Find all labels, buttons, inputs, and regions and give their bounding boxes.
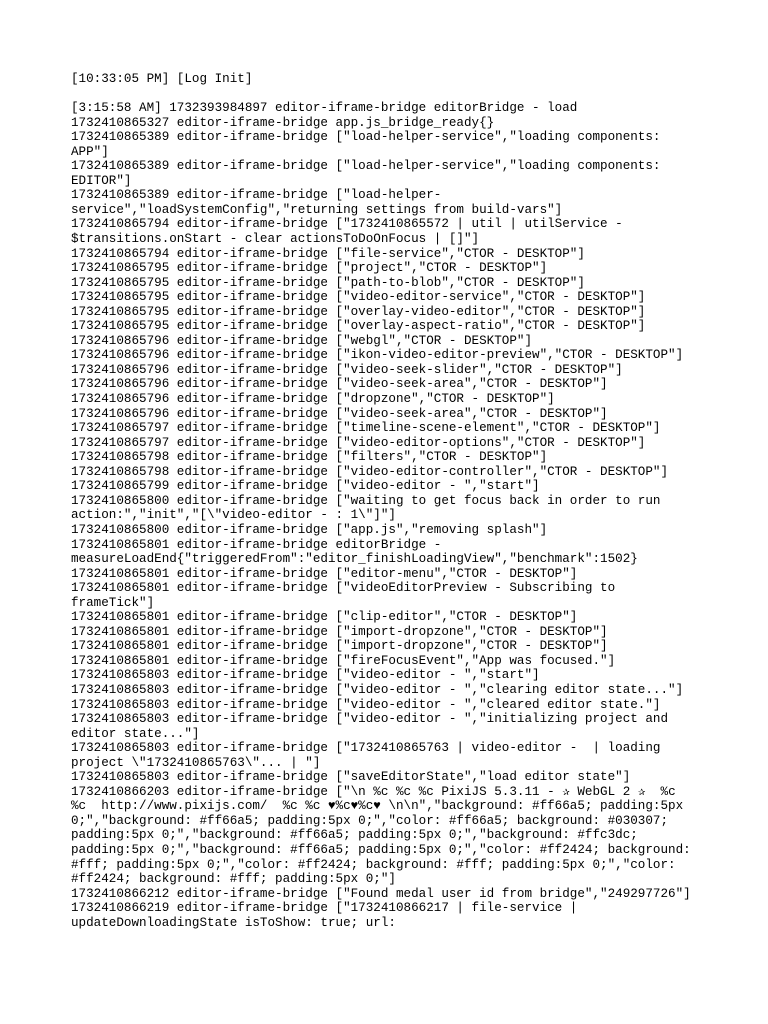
log-line: #ff2424; background: #fff; padding:5px 0;"] — [71, 872, 396, 887]
log-line: 1732410865800 editor-iframe-bridge ["app.js","removing splash"] — [71, 522, 548, 537]
log-line: 1732410865389 editor-iframe-bridge ["load-helper-service","loading components: — [71, 159, 661, 174]
log-line: %c http://www.pixijs.com/ %c %c ♥%c♥%c♥ \n\n","background: #ff66a5; padding:5px — [71, 799, 684, 814]
log-line: 1732410865803 editor-iframe-bridge ["saveEditorState","load editor state"] — [71, 770, 631, 785]
log-line: 1732410866203 editor-iframe-bridge ["\n %c %c %c PixiJS 5.3.11 - ✰ WebGL 2 ✰ %c — [71, 784, 676, 799]
log-line: service","loadSystemConfig","returning settings from build-vars"] — [71, 202, 563, 217]
log-line: 1732410865803 editor-iframe-bridge ["video-editor - ","start"] — [71, 668, 540, 683]
log-line: 1732410865794 editor-iframe-bridge ["file-service","CTOR - DESKTOP"] — [71, 246, 585, 261]
log-line: [3:15:58 AM] 1732393984897 editor-iframe-bridge editorBridge - load — [71, 101, 578, 116]
log-line: 1732410865801 editor-iframe-bridge ["clip-editor","CTOR - DESKTOP"] — [71, 610, 578, 625]
log-line: 1732410866219 editor-iframe-bridge ["1732410866217 | file-service | — [71, 901, 578, 916]
log-line: 1732410865799 editor-iframe-bridge ["video-editor - ","start"] — [71, 479, 540, 494]
log-line: 1732410865389 editor-iframe-bridge ["load-helper-service","loading components: — [71, 130, 661, 145]
log-line: 1732410865795 editor-iframe-bridge ["overlay-video-editor","CTOR - DESKTOP"] — [71, 304, 646, 319]
log-line: measureLoadEnd{"triggeredFrom":"editor_finishLoadingView","benchmark":1502} — [71, 552, 638, 567]
log-line: padding:5px 0;","background: #ff66a5; padding:5px 0;","background: #ffc3dc; — [71, 828, 638, 843]
log-line: #fff; padding:5px 0;","color: #ff2424; background: #fff; padding:5px 0;","color: — [71, 857, 676, 872]
log-line: 1732410865796 editor-iframe-bridge ["ikon-video-editor-preview","CTOR - DESKTOP"] — [71, 348, 684, 363]
log-line: frameTick"] — [71, 595, 155, 610]
log-line: editor state..."] — [71, 726, 200, 741]
log-line: updateDownloadingState isToShow: true; url: — [71, 915, 396, 930]
log-line: action:","init","[\"video-editor - : 1\"]"] — [71, 508, 396, 523]
log-line: 1732410865798 editor-iframe-bridge ["filters","CTOR - DESKTOP"] — [71, 450, 548, 465]
log-document — [71, 72, 711, 930]
log-line: 1732410865800 editor-iframe-bridge ["waiting to get focus back in order to run — [71, 493, 661, 508]
log-line: 1732410866212 editor-iframe-bridge ["Found medal user id from bridge","249297726"] — [71, 886, 691, 901]
log-line: 1732410865803 editor-iframe-bridge ["1732410865763 | video-editor - | loading — [71, 741, 661, 756]
log-line: 1732410865796 editor-iframe-bridge ["dropzone","CTOR - DESKTOP"] — [71, 392, 555, 407]
log-line: 1732410865795 editor-iframe-bridge ["project","CTOR - DESKTOP"] — [71, 261, 548, 276]
log-line: 1732410865801 editor-iframe-bridge ["import-dropzone","CTOR - DESKTOP"] — [71, 639, 608, 654]
log-line: 1732410865801 editor-iframe-bridge ["fireFocusEvent","App was focused."] — [71, 653, 616, 668]
log-line: padding:5px 0;","background: #ff66a5; padding:5px 0;","color: #ff2424; background: — [71, 842, 691, 857]
log-line: 1732410865796 editor-iframe-bridge ["video-seek-slider","CTOR - DESKTOP"] — [71, 362, 623, 377]
log-line: 1732410865797 editor-iframe-bridge ["video-editor-options","CTOR - DESKTOP"] — [71, 435, 646, 450]
log-line: 1732410865803 editor-iframe-bridge ["video-editor - ","clearing editor state..."] — [71, 682, 684, 697]
log-line: 1732410865389 editor-iframe-bridge ["load-helper- — [71, 188, 442, 203]
log-line: 1732410865794 editor-iframe-bridge ["1732410865572 | util | utilService - — [71, 217, 623, 232]
log-line: 0;","background: #ff66a5; padding:5px 0;","color: #ff66a5; background: #030307; — [71, 813, 669, 828]
log-line: $transitions.onStart - clear actionsToDoOnFocus | []"] — [71, 232, 480, 247]
log-line: project \"1732410865763\"... | "] — [71, 755, 321, 770]
log-line: 1732410865801 editor-iframe-bridge ["videoEditorPreview - Subscribing to — [71, 581, 616, 596]
log-line: APP"] — [71, 144, 109, 159]
log-lines — [71, 101, 711, 930]
log-line: 1732410865798 editor-iframe-bridge ["video-editor-controller","CTOR - DESKTOP"] — [71, 464, 669, 479]
log-line: 1732410865801 editor-iframe-bridge editorBridge - — [71, 537, 442, 552]
log-line: 1732410865795 editor-iframe-bridge ["overlay-aspect-ratio","CTOR - DESKTOP"] — [71, 319, 646, 334]
log-line: 1732410865803 editor-iframe-bridge ["video-editor - ","initializing project and — [71, 712, 669, 727]
log-init-header: [10:33:05 PM] [Log Init] — [71, 72, 253, 86]
log-line: 1732410865796 editor-iframe-bridge ["video-seek-area","CTOR - DESKTOP"] — [71, 406, 608, 421]
log-line: 1732410865801 editor-iframe-bridge ["import-dropzone","CTOR - DESKTOP"] — [71, 624, 608, 639]
log-line: 1732410865795 editor-iframe-bridge ["video-editor-service","CTOR - DESKTOP"] — [71, 290, 646, 305]
log-line: 1732410865801 editor-iframe-bridge ["editor-menu","CTOR - DESKTOP"] — [71, 566, 578, 581]
log-line: EDITOR"] — [71, 173, 132, 188]
log-line: 1732410865796 editor-iframe-bridge ["video-seek-area","CTOR - DESKTOP"] — [71, 377, 608, 392]
log-line: 1732410865797 editor-iframe-bridge ["timeline-scene-element","CTOR - DESKTOP"] — [71, 421, 661, 436]
log-line: 1732410865803 editor-iframe-bridge ["video-editor - ","cleared editor state."] — [71, 697, 661, 712]
log-line: 1732410865796 editor-iframe-bridge ["webgl","CTOR - DESKTOP"] — [71, 333, 533, 348]
log-line: 1732410865795 editor-iframe-bridge ["path-to-blob","CTOR - DESKTOP"] — [71, 275, 585, 290]
log-line: 1732410865327 editor-iframe-bridge app.js_bridge_ready{} — [71, 115, 495, 130]
